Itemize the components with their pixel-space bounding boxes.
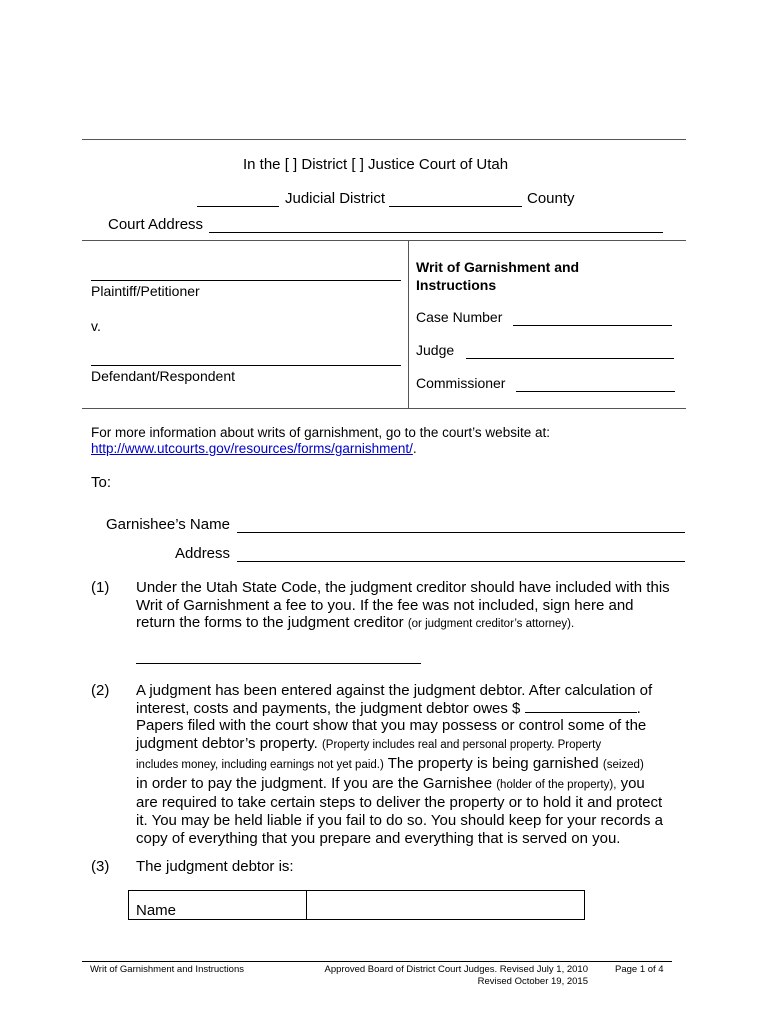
defendant-blank[interactable] bbox=[91, 365, 401, 366]
item-2-line2 bbox=[136, 700, 681, 718]
item-2-line4-text: judgment debtor’s property. bbox=[136, 735, 318, 753]
commissioner-blank[interactable] bbox=[516, 391, 675, 392]
footer-left: Writ of Garnishment and Instructions bbox=[90, 964, 244, 975]
commissioner-label: Commissioner bbox=[416, 375, 506, 391]
garnishment-website-link[interactable]: http://www.utcourts.gov/resources/forms/garnishment/ bbox=[91, 441, 413, 456]
court-address-blank[interactable] bbox=[209, 232, 663, 233]
info-text: For more information about writs of garnishment, go to the court’s website at: bbox=[91, 425, 550, 440]
debtor-name-label-cell bbox=[129, 891, 307, 919]
garnishee-name-label: Garnishee’s Name bbox=[106, 516, 230, 533]
item-1-line2: Writ of Garnishment a fee to you. If the fee was not included, sign here and bbox=[136, 596, 634, 614]
plaintiff-blank[interactable] bbox=[91, 280, 401, 281]
footer-rule bbox=[82, 961, 672, 962]
form-title bbox=[416, 258, 579, 294]
caption-divider bbox=[408, 240, 409, 408]
item-2-line5-small2: (seized) bbox=[602, 758, 644, 771]
debtor-name-value-cell[interactable] bbox=[307, 891, 584, 919]
signature-blank[interactable] bbox=[136, 663, 421, 664]
case-number-blank[interactable] bbox=[513, 325, 672, 326]
info-link-period: . bbox=[412, 441, 417, 456]
item-1-line3-small: (or judgment creditor’s attorney). bbox=[407, 618, 575, 631]
caption-bottom-rule bbox=[82, 408, 686, 409]
item-3-number: (3) bbox=[91, 858, 110, 875]
item-2-line2-end: . bbox=[636, 699, 641, 717]
footer-center bbox=[300, 964, 588, 988]
info-link-row bbox=[91, 441, 417, 457]
footer-approved: Approved Board of District Court Judges. Revised July 1, 2010 bbox=[324, 964, 588, 975]
judge-blank[interactable] bbox=[466, 358, 674, 359]
item-2-line9: copy of everything that you prepare and everything that is served on you. bbox=[136, 829, 621, 847]
item-2-line5 bbox=[136, 755, 681, 775]
debtor-name-label: Name bbox=[136, 902, 177, 919]
item-2-line5-small: includes money, including earnings not yet paid.) bbox=[136, 758, 384, 771]
item-2-line6-small: (holder of the property), bbox=[496, 778, 617, 791]
plaintiff-label: Plaintiff/Petitioner bbox=[91, 283, 200, 299]
judicial-district-blank[interactable] bbox=[197, 206, 279, 207]
court-address-label: Court Address bbox=[108, 216, 204, 233]
item-3-text: The judgment debtor is: bbox=[136, 858, 294, 875]
defendant-label: Defendant/Respondent bbox=[91, 368, 235, 384]
court-line: In the [ ] District [ ] Justice Court of Utah bbox=[243, 156, 509, 173]
item-2-line2-text: interest, costs and payments, the judgment debtor owes $ bbox=[136, 699, 521, 717]
item-2-line5-text: The property is being garnished bbox=[387, 754, 599, 772]
garnishee-address-label: Address bbox=[175, 545, 231, 562]
item-1-text bbox=[136, 579, 681, 634]
item-2-line3: Papers filed with the court show that you may possess or control some of the bbox=[136, 717, 647, 735]
item-2-line7: are required to take certain steps to deliver the property or to hold it and protect bbox=[136, 794, 663, 812]
judge-label: Judge bbox=[416, 342, 455, 358]
amount-owed-blank[interactable] bbox=[525, 700, 637, 713]
form-title-line1: Writ of Garnishment and bbox=[416, 259, 580, 275]
item-2-line4 bbox=[136, 735, 681, 755]
item-2-line6 bbox=[136, 775, 681, 795]
item-2-line6-text: in order to pay the judgment. If you are the Garnishee bbox=[136, 774, 493, 792]
item-2-line8: it. You may be held liable if you fail to do so. You should keep for your records a bbox=[136, 811, 664, 829]
item-2-text bbox=[136, 682, 681, 847]
form-title-line2: Instructions bbox=[416, 277, 497, 293]
garnishee-address-blank[interactable] bbox=[237, 561, 685, 562]
judgment-debtor-table bbox=[128, 890, 585, 920]
footer-revised: Revised October 19, 2015 bbox=[477, 976, 588, 987]
item-1-line3-text: return the forms to the judgment creditor bbox=[136, 614, 404, 632]
county-label: County bbox=[527, 190, 575, 207]
item-2-number: (2) bbox=[91, 682, 110, 699]
caption-top-rule bbox=[82, 240, 686, 241]
top-rule bbox=[82, 139, 686, 140]
judicial-district-label: Judicial District bbox=[285, 190, 386, 207]
item-2-line1: A judgment has been entered against the judgment debtor. After calculation of bbox=[136, 682, 653, 699]
versus-label: v. bbox=[91, 318, 101, 334]
county-blank[interactable] bbox=[389, 206, 522, 207]
to-label: To: bbox=[91, 474, 112, 491]
item-1-line3 bbox=[136, 614, 681, 634]
item-1-number: (1) bbox=[91, 579, 110, 596]
item-2-line4-small: (Property includes real and personal property. Property bbox=[321, 739, 602, 752]
item-1-line1: Under the Utah State Code, the judgment creditor should have included with this bbox=[136, 579, 670, 596]
item-2-line6-end: you bbox=[620, 774, 645, 792]
garnishee-name-blank[interactable] bbox=[237, 532, 685, 533]
footer-page: Page 1 of 4 bbox=[615, 964, 664, 975]
case-number-label: Case Number bbox=[416, 309, 503, 325]
